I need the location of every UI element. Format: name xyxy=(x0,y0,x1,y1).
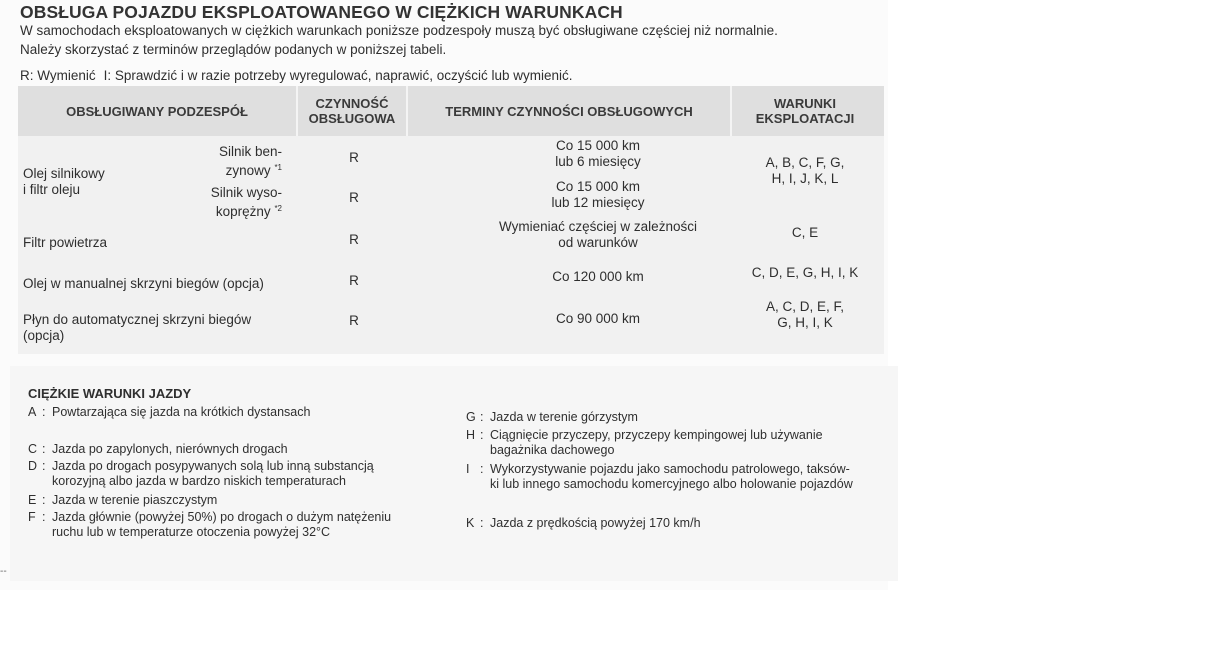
legend-replace: R: Wymienić xyxy=(20,68,96,83)
manual-gearbox-interval: Co 120 000 km xyxy=(552,269,644,284)
manual-gearbox-conditions: C, D, E, G, H, I, K xyxy=(751,265,859,280)
intro-line-2: Należy skorzystać z terminów przeglądów podanych w poniższej tabeli. xyxy=(20,42,447,57)
oil-petrol-interval: Co 15 000 km lub 6 miesięcy xyxy=(555,138,641,169)
auto-transmission-interval: Co 90 000 km xyxy=(555,311,641,326)
condition-item: G : Jazda w terenie górzystym xyxy=(466,410,638,424)
oil-diesel-action: R xyxy=(349,190,359,205)
auto-transmission-component: Płyn do automatycznej skrzyni biegów (opcja) xyxy=(23,312,252,343)
header-action: CZYNNOŚĆ OBSŁUGOWA xyxy=(308,96,396,126)
air-filter-interval: Wymieniać częściej w zależności od warunków xyxy=(499,219,697,250)
condition-item: C : Jazda po zapylonych, nierównych drogach xyxy=(28,442,288,456)
footnote-2: *2 xyxy=(274,204,282,213)
auto-transmission-conditions: A, C, D, E, F, G, H, I, K xyxy=(765,299,844,330)
header-intervals: TERMINY CZYNNOŚCI OBSŁUGOWYCH xyxy=(445,103,693,119)
air-filter-conditions: C, E xyxy=(791,225,819,240)
conditions-title: CIĘŻKIE WARUNKI JAZDY xyxy=(28,386,192,401)
legend xyxy=(20,68,573,83)
maintenance-table xyxy=(18,86,884,354)
condition-item: F : Jazda głównie (powyżej 50%) po drogach o dużym natężeniu ruchu lub w temperaturze otoczenia powyżej 32°C xyxy=(28,510,392,539)
intro-line-1: W samochodach eksploatowanych w ciężkich warunkach poniższe podzespoły muszą być obsługiwane częściej niż normalnie. xyxy=(20,23,778,38)
oil-diesel-interval: Co 15 000 km lub 12 miesięcy xyxy=(551,179,645,210)
manual-gearbox-action: R xyxy=(349,273,359,288)
header-conditions: WARUNKI EKSPLOATACJI xyxy=(755,96,855,126)
auto-transmission-action: R xyxy=(349,313,359,328)
oil-petrol-action: R xyxy=(349,150,359,165)
legend-inspect: I: Sprawdzić i w razie potrzeby wyregulować, naprawić, oczyścić lub wymienić. xyxy=(103,68,573,83)
air-filter-action: R xyxy=(349,232,359,247)
oil-diesel-label: Silnik wyso- koprężny $^{*2}$ xyxy=(210,185,282,219)
oil-petrol-label: Silnik ben- zynowy $^{*1}$ xyxy=(218,144,282,178)
header-component: OBSŁUGIWANY PODZESPÓŁ xyxy=(66,103,248,119)
margin-mark: -- xyxy=(0,566,7,577)
condition-item: D : Jazda po drogach posypywanych solą lub inną substancją korozyjną albo jazda w bardzo niskich temperaturach xyxy=(28,459,374,488)
condition-item: E : Jazda w terenie piaszczystym xyxy=(28,493,218,507)
condition-item: H : Ciągnięcie przyczepy, przyczepy kempingowej lub używanie bagażnika dachowego xyxy=(466,428,823,457)
oil-conditions: A, B, C, F, G, H, I, J, K, L xyxy=(765,155,845,186)
oil-component: Olej silnikowy i filtr oleju xyxy=(23,166,105,197)
air-filter-component: Filtr powietrza xyxy=(23,235,108,250)
manual-gearbox-component: Olej w manualnej skrzyni biegów (opcja) xyxy=(23,276,264,291)
condition-item: A : Powtarzająca się jazda na krótkich dystansach xyxy=(28,405,311,419)
condition-item: K : Jazda z prędkością powyżej 170 km/h xyxy=(466,516,701,530)
condition-item: I : Wykorzystywanie pojazdu jako samochodu patrolowego, taksów- ki lub innego samochodu komercyjnego albo holowanie pojazdów xyxy=(466,462,853,491)
footnote-1: *1 xyxy=(274,163,282,172)
page-title: OBSŁUGA POJAZDU EKSPLOATOWANEGO W CIĘŻKICH WARUNKACH xyxy=(20,2,623,22)
table-header xyxy=(18,86,884,136)
